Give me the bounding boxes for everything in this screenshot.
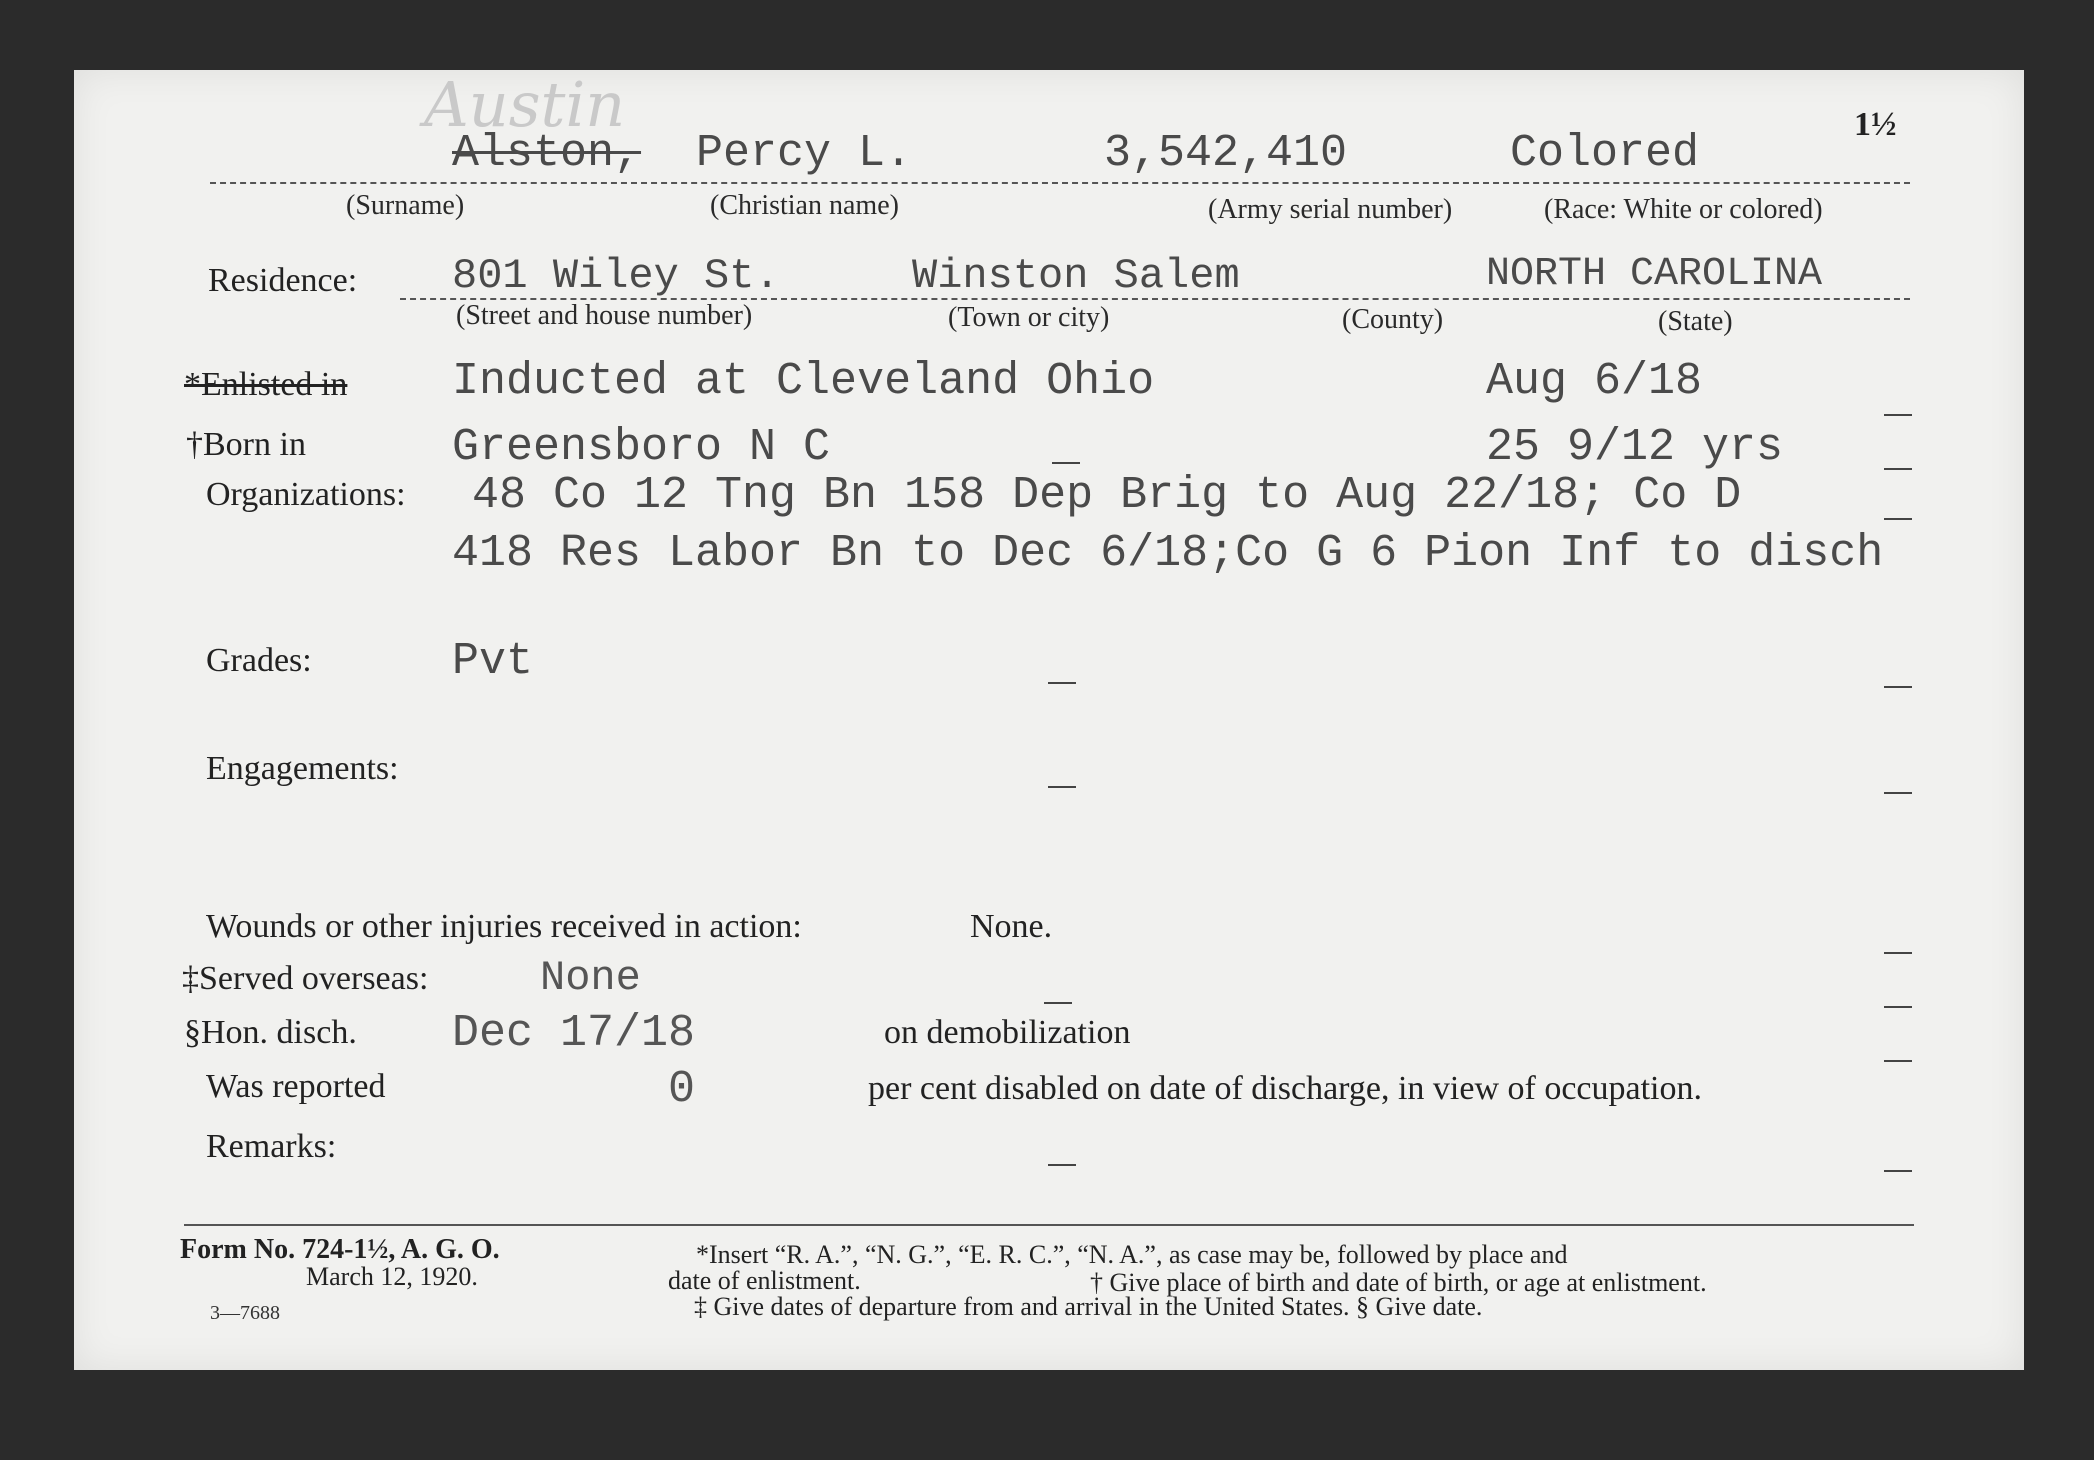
caption-county: (County) [1342, 304, 1444, 335]
reported-value: 0 [668, 1064, 696, 1115]
grades-tick-mid [1048, 682, 1076, 684]
engagements-label: Engagements: [206, 750, 399, 787]
surname-value: Alston, [452, 128, 642, 179]
enlisted-label: *Enlisted in [184, 366, 348, 403]
residence-state: NORTH CAROLINA [1486, 252, 1823, 297]
enlisted-tick [1884, 414, 1912, 416]
remarks-tick [1884, 1170, 1912, 1172]
born-tick-mid [1052, 462, 1080, 464]
caption-surname: (Surname) [346, 190, 465, 221]
form-number: Form No. 724-1½, A. G. O. [180, 1234, 500, 1265]
born-age: 25 9/12 yrs [1486, 422, 1784, 473]
wounds-label: Wounds or other injuries received in action: [206, 908, 802, 945]
caption-serial-number: (Army serial number) [1208, 194, 1453, 225]
form-date: March 12, 1920. [306, 1262, 478, 1291]
discharge-note: on demobilization [884, 1014, 1131, 1051]
overseas-tick-mid [1044, 1002, 1072, 1004]
footnote-line2b: † Give place of birth and date of birth, or age at enlistment. [1090, 1268, 1707, 1297]
residence-town: Winston Salem [912, 252, 1240, 300]
remarks-tick-mid [1048, 1164, 1076, 1166]
caption-street: (Street and house number) [456, 300, 753, 331]
footnote-line2a: date of enlistment. [668, 1266, 861, 1295]
page-fraction: 1½ [1854, 106, 1897, 143]
grades-label: Grades: [206, 642, 312, 679]
reported-label: Was reported [206, 1068, 386, 1105]
wounds-value: None. [970, 908, 1053, 945]
enlisted-date: Aug 6/18 [1486, 356, 1703, 407]
born-value: Greensboro N C [452, 422, 831, 473]
caption-race: (Race: White or colored) [1544, 194, 1823, 225]
organizations-line1: 48 Co 12 Tng Bn 158 Dep Brig to Aug 22/18; Co D [472, 470, 1742, 521]
organizations-label: Organizations: [206, 476, 406, 513]
reported-note: per cent disabled on date of discharge, in view of occupation. [868, 1070, 1702, 1107]
overseas-label: ‡Served overseas: [182, 960, 429, 997]
footnote-line1: *Insert “R. A.”, “N. G.”, “E. R. C.”, “N. A.”, as case may be, followed by place and [696, 1240, 1568, 1269]
discharge-tick [1884, 1060, 1912, 1062]
grades-tick [1884, 686, 1912, 688]
organizations-tick [1884, 518, 1912, 520]
residence-label: Residence: [208, 262, 358, 299]
organizations-line2: 418 Res Labor Bn to Dec 6/18;Co G 6 Pion Inf to disch [452, 528, 1884, 579]
overseas-value: None [540, 954, 641, 1002]
serial-number-value: 3,542,410 [1104, 128, 1348, 179]
remarks-label: Remarks: [206, 1128, 337, 1165]
caption-christian-name: (Christian name) [710, 190, 899, 221]
engagements-tick-mid [1048, 786, 1076, 788]
discharge-label: §Hon. disch. [184, 1014, 357, 1051]
christian-name-value: Percy L. [696, 128, 913, 179]
caption-state: (State) [1658, 306, 1733, 337]
overseas-tick [1884, 1006, 1912, 1008]
print-code: 3—7688 [210, 1302, 280, 1324]
header-rule [210, 182, 1910, 184]
grades-value: Pvt [452, 636, 534, 687]
footnote-line3: ‡ Give dates of departure from and arrival in the United States. § Give date. [694, 1292, 1483, 1321]
enlisted-value: Inducted at Cleveland Ohio [452, 356, 1155, 407]
wounds-tick [1884, 952, 1912, 954]
service-record-card [74, 70, 2024, 1370]
discharge-value: Dec 17/18 [452, 1008, 696, 1059]
caption-town: (Town or city) [948, 302, 1110, 333]
race-value: Colored [1510, 128, 1700, 179]
pencil-note: Austin [424, 68, 626, 141]
footer-rule [184, 1224, 1914, 1226]
engagements-tick [1884, 792, 1912, 794]
born-label: †Born in [186, 426, 306, 463]
born-tick [1884, 468, 1912, 470]
residence-street: 801 Wiley St. [452, 252, 780, 300]
